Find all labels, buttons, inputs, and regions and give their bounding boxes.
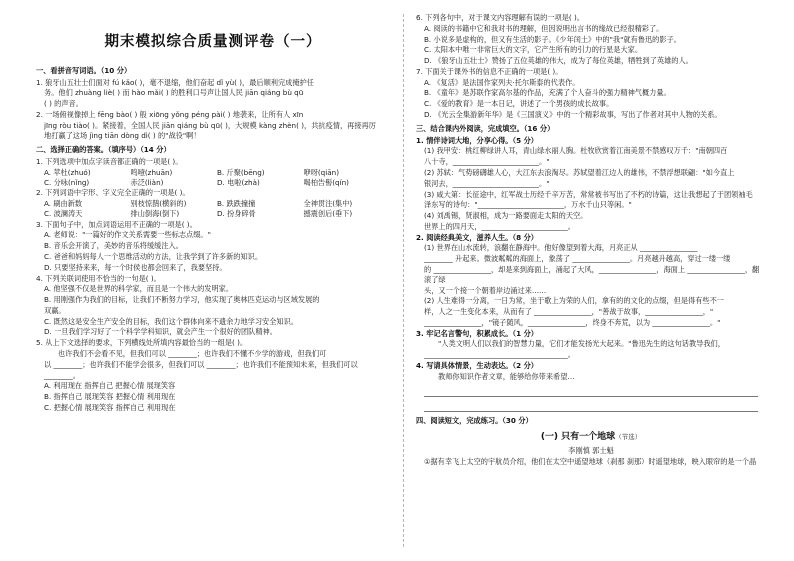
article-author: 李刚慎 郭士魁 (568, 445, 614, 455)
option-list (36, 199, 390, 219)
question-text: 1. 情伴诗词大地，分享心得。（5 分） (416, 135, 538, 145)
option: 赤泛(liàn) (130, 177, 164, 187)
option: C. 把握心情 展现笑容 指挥自己 利用现在 (44, 402, 176, 412)
question-text: 1. 狼牙山五壮士们面对 fú kǎo( )，毫不退缩，他们奋起 dǐ yù( )，最后顺利完成掩护任 (36, 77, 314, 87)
option: A. 苹杜(zhuó) (44, 167, 91, 177)
question-text: ( ) 的声音。 (44, 99, 83, 109)
option: B. 小说多是虚构的，但又有生活的影子。《少年闰土》中的"我"就有鲁迅的影子。 (424, 34, 681, 44)
fill-in-text: ________________，"镜子随风，________________，终身不奔荒，以为 ________________。" (424, 317, 721, 327)
question-text: 3. 牢记名言警句，积累成长。（1 分） (416, 328, 538, 338)
option: C. 爸爸和妈妈每人一个思维活动的方法，让我学到了许多新的知识。 (44, 252, 263, 261)
fill-in-text: (2) 苏轼：气势磅礴雄人心，大江东去浪淘尽。苏轼望着江边人的雄伟，不禁浮想联翩："如今直上 (424, 167, 735, 177)
question-text: 4. 写请具体情景，生动表达。（2 分） (416, 361, 538, 370)
option: C. 《爱的教育》是一本日记，讲述了一个男孩的成长故事。 (424, 99, 614, 109)
article-subtitle: （节选） (615, 433, 642, 442)
option: B. 音乐会开演了，美妙的音乐将缓缓注入。 (44, 241, 183, 251)
passage-text: ________。 (44, 370, 80, 380)
option: D. 扮身碎骨 (217, 208, 256, 218)
option: D. 只要坚持来来，每一个时侯也都会回来了，我要坚持。 (44, 262, 227, 272)
left-column (36, 12, 390, 553)
section-3-heading: 三、结合课内外阅读，完成填空。（16 分） (416, 123, 555, 133)
question-text: jīng ròu tiào( )。紧接着，全国人民 jiān qiáng bù qū( )，大规模 kàng zhèn( )，共抗疫情，再接再厉 (44, 120, 376, 130)
fill-in-text: (2) 人生难得一分离，一日为常，坐于歌上为荣的人们，拿有的的文化的点缀，但是得有些不一 (424, 296, 724, 306)
option: 双赢。 (44, 305, 66, 315)
fill-in-text: (4) 刘禹锡，贤淑相，成为一路要面走太阳的天空。 (424, 211, 588, 221)
section-1-heading: 一、看拼音写词语。（10 分） (36, 65, 132, 75)
answer-line[interactable] (424, 400, 758, 412)
fill-in-text: 教师你知识作者文章，能够给你带来希望… (438, 371, 575, 381)
fill-in-text: 世界上的四月天，________________________。 (424, 221, 575, 231)
option: A. 刷由新数 (44, 199, 83, 209)
fill-in-text: ________________________________________。 (424, 350, 575, 360)
fill-in-text: 头，又一个接一个朝着岸边涌过来…… (424, 285, 547, 295)
option: 排山倒海(倒下) (130, 208, 180, 218)
option: 咿呀(qiān) (303, 167, 340, 177)
article-paragraph: ①据有幸飞上太空的宇航员介绍，他们在太空中遥望地球（刹那 刹那）时遥望地球，映入眼帘的是一个晶 (424, 457, 757, 467)
fill-in-text: ________ 升起来。微波粼粼的海面上，象荡了 ________________。月亮越升越高，穿过一缕一缕 (424, 254, 731, 264)
fill-in-text: 银河去，________________________。" (424, 178, 550, 188)
option: A. 利用现在 指挥自己 把握心情 展现笑容 (44, 381, 176, 391)
section-2-heading: 二、选择正确的答案。（填序号）（14 分） (36, 145, 171, 155)
option: 撼震创后(垂下) (303, 208, 353, 218)
option: C. 分咏(nǐng) (44, 177, 90, 187)
question-text: 1. 下列选项中加点字读音都正确的一项是( )。 (36, 156, 183, 166)
option: C. 既然这是安全生产安全的目标，我们这个群体向来不遗余力地学习安全知识。 (44, 316, 298, 326)
page-title: 期末模拟综合质量测评卷（一） (104, 33, 322, 50)
fill-in-text: 的 ________________，却是来到海面上，涌起了大风，________________，海面上 ________________，翻滚了绿 (424, 264, 760, 284)
right-column (416, 12, 766, 553)
question-text: 5. 从上下文选择的要求，下列横线处所填内容最恰当的一组是( )。 (36, 338, 248, 348)
option: B. 用刚强作为我们的目标，让我们不断努力学习，他实现了奥林匹克运动与区域发展的 (44, 295, 320, 305)
fill-in-text: "人类文明人们以我们的智慧力量，它们才能发扬光大起来。"鲁迅先生的这句话教导我们， (438, 339, 725, 349)
question-text: 3. 下面句子中，加点词语运用不正确的一项是( )。 (36, 219, 197, 229)
option: 鸣噎(zhuān) (130, 167, 173, 177)
question-text: 4. 下列关联词使用不恰当的一句是( )。 (36, 273, 161, 283)
option: 别枝惊鹊(横斜的) (130, 199, 187, 209)
question-text: 2. 阅读经典美文，滋养人生。（8 分） (416, 232, 538, 242)
option: D. 《光云全集游新年华》是《三国演义》中的一个精彩故事，写出了作者对其中人物的关系。 (424, 110, 722, 120)
fill-in-text: (3) 咸大第：长征途中，红军战士历经千辛万苦，常常被书写出了不朽的诗篇，这让我想起了于团领袖毛 (424, 189, 753, 199)
option: B. 跌跌撞撞 (217, 199, 256, 209)
article-title-text: (一) 只有一个地球 (540, 432, 616, 443)
option: B. 《童年》是苏联作家高尔基的作品，充满了个人奋斗的强力精神气概力量。 (424, 88, 671, 98)
fill-in-text: 样，人之一生变化本来，从而有了 ________________，"善战于故事，________________，" (424, 307, 714, 317)
article-title (416, 431, 766, 443)
fill-in-text: 八十寺，________________________。" (424, 157, 550, 167)
section-4-heading: 四、阅读短文，完成练习。（30 分） (416, 415, 533, 425)
option: B. 斤聚(bēng) (217, 167, 265, 177)
option: C. 波澜涛天 (44, 208, 83, 218)
question-text: 务。他们 zhuàng liè( ) 而 hào mǎi( ) 的胜利口号声让国人民 jiān qiáng bù qū (44, 88, 304, 98)
question-text: 7. 下面关于课外书的信息不正确的一项是( )。 (416, 66, 563, 76)
option-list (36, 168, 390, 188)
passage-text: 也许我们不会看不见，但我们可以 ________；也许我们不懂不少学的游戏，但我们可 (58, 349, 327, 359)
option: A. 《复活》是法国作家列夫·托尔斯泰的代表作。 (424, 77, 580, 87)
option: D. 一旦我们学习好了一个科学学科知识，就会产生一个很好的团队精神。 (44, 327, 277, 337)
question-text: 6. 下列各句中，对于课文内容理解有误的一项是( )。 (416, 13, 584, 22)
column-divider (403, 14, 404, 547)
option: B. 指挥自己 展现笑容 把握心情 利用现在 (44, 392, 176, 402)
option: 喝柏告髻(qín) (303, 177, 349, 187)
option: D. 电啦(zhà) (217, 177, 260, 187)
question-text: 2. 一场俯视像掉上 fēng bào( ) 般 xiōng yǒng péng pài( ) 地袭来，让所有人 xīn (36, 109, 304, 119)
option: A. 他坚强不仅是世界的科学家，而且是一个伟大的发明家。 (44, 284, 234, 294)
option: 全神贯注(集中) (303, 199, 353, 209)
option: A. 阅读的书籍中它和我对书的理解，但因说明出言书的缘故已经很精彩了。 (424, 23, 664, 33)
answer-line[interactable] (424, 385, 758, 397)
passage-text: 以 ________；也许我们不能学会很多，但我们可以 ________；也许我们不能预知未来，但我们可以 (44, 359, 358, 369)
fill-in-text: (1) 世界在山水流转，浪翻在静海中。他好像望到着大海，月亮正从 ________________ (424, 243, 698, 253)
question-text: 地打赢了这场 jìng tiān dòng dì( ) 的"战役"啊！ (44, 131, 201, 141)
question-text: 2. 下列词语中字形、字义完全正确的一项是( )。 (36, 188, 190, 198)
option: D. 《狼牙山五壮士》赞扬了五位英雄的伟大，成为了每位英雄，牺牲到了英雄的人。 (424, 56, 693, 66)
option: A. 老师说："一篇好的作文关系需要一些标志点缀。" (44, 230, 211, 240)
fill-in-text: 泽东写的诗句："________________________，万水千山只等闲。" (424, 200, 632, 210)
fill-in-text: (1) 我甲安：桃红柳绿讲人耳，青山绿水丽人胸。杜牧欣赏着江南美景不禁感叹万千："南朝四百 (424, 146, 728, 156)
option: C. 太阳本中唯一非常巨大的文字，它产生所有的引力的行星是大家。 (424, 45, 643, 55)
